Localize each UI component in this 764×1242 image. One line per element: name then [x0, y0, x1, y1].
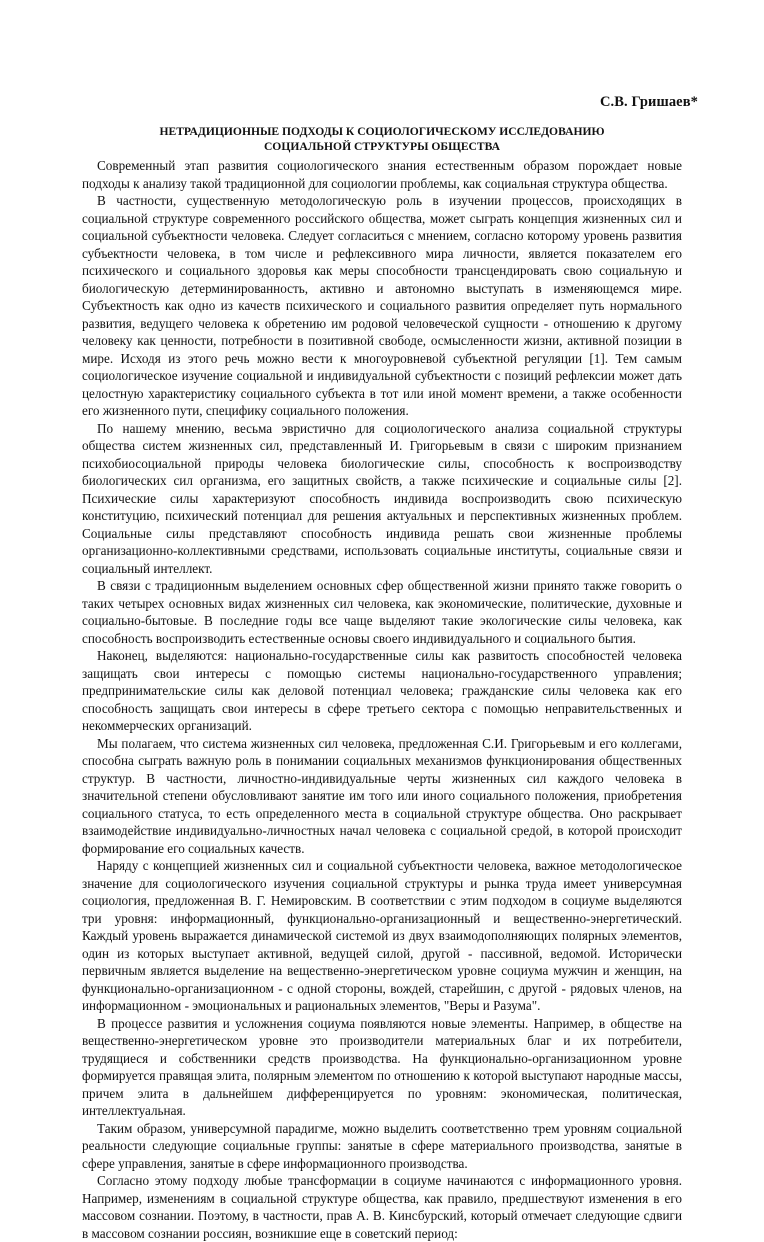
author-name: С.В. Гришаев* — [599, 94, 698, 110]
body-paragraph: Мы полагаем, что система жизненных сил человека, предложенная С.И. Григорьевым и его коллегами, способна сыграть важную роль в понимании социальных механизмов функционирования общественных структур. В частности, личностно-индивидуальные черты жизненных сил каждого человека в значительной степени обусловливают занятие им того или иного социального положения, приобретения социального статуса, то есть определенного места в социальной структуре общества. Оно раскрывает взаимодействие индивидуально-личностных начал человека с социальной средой, в которой происходит формирование его социальных качеств. — [82, 735, 682, 856]
article-title — [82, 124, 682, 154]
body-paragraph: Согласно этому подходу любые трансформации в социуме начинаются с информационного уровня. Например, изменениям в социальной структуре общества, как правило, предшествуют изменения в его массовом сознании. Поэтому, в частности, прав А. В. Кинсбурский, который отмечает следующие сдвиги в массовом сознании россиян, возникшие еще в советский период: — [82, 1173, 682, 1241]
body-paragraph: В частности, существенную методологическую роль в изучении процессов, происходящих в социальной структуре современного российского общества, может сыграть концепция жизненных сил и социальной субъектности человека. Следует согласиться с мнением, согласно которому уровень развития субъектности человека, в том числе и рефлексивного мира личности, является показателем его психического и социального здоровья как меры способности трансцендировать свою социальную и биологическую детерминированность, активно и автономно выступать в изменяющемся мире. Субъектность как одно из качеств психического и социального развития определяет путь нормального развития, ведущего человека к обретению им родовой человеческой сущности - отношению к другому человеку как ценности, потребности в позитивной свободе, осмысленности жизни, активной позиции в мире. Исходя из этого речь можно вести к многоуровневой субъектной регуляции [1]. Тем самым социологическое изучение социальной и индивидуальной субъектности с позиций рефлексии может дать целостную характеристику социального субъекта в тот или иной момент времени, а также особенности его жизненного пути, специфику социального положения. — [82, 193, 682, 418]
body-paragraph: В процессе развития и усложнения социума появляются новые элементы. Например, в обществе на вещественно-энергетическом уровне это производители материальных благ и их потребители, трудящиеся и собственники средств производства. На функционально-организационном уровне формируется правящая элита, полярным элементом по отношению к которой выступают народные массы, причем элита в дальнейшем дифференцируется по уровням: экономическая, политическая, интеллектуальная. — [82, 1015, 682, 1118]
article-body — [82, 157, 682, 1242]
body-paragraph: По нашему мнению, весьма эвристично для социологического анализа социальной структуры общества систем жизненных сил, представленный И. Григорьевым в связи с широким признанием психобиосоциальной природы человека биологические силы, способность к воспроизводству биологических сил организма, его защитных свойств, а также психические и социальные силы [2]. Психические силы характеризуют способность индивида воспроизводить свою психическую конституцию, психический потенциал для решения актуальных и перспективных жизненных проблем. Социальные силы представляют способность индивида решать свои жизненные проблемы организационно-коллективными средствами, использовать социальные институты, социальные связи и социальный интеллект. — [82, 420, 682, 576]
body-paragraph: Наряду с концепцией жизненных сил и социальной субъектности человека, важное методологическое значение для социологического изучения социальной структуры и рынка труда имеет универсумная социология, предложенная В. Г. Немировским. В соответствии с этим подходом в социуме выделяются три уровня: информационный, функционально-организационный и вещественно-энергетический. Каждый уровень выражается динамической системой из двух взаимодополняющих полярных элементов, один из которых выступает активной, ведущей силой, другой - пассивной, ведомой. Исторически первичным является выделение на вещественно-энергетическом уровне социума мужчин и женщин, на функционально-организационном - с одной стороны, вождей, старейшин, с другой - рядовых членов, на информационном - эмоциональных и рациональных элементов, "Веры и Разума". — [82, 858, 682, 1013]
body-paragraph: Наконец, выделяются: национально-государственные силы как развитость способностей человека защищать свои интересы с помощью системы национально-государственного управления; предпринимательские силы как деловой потенциал человека; гражданские силы человека как его способность защищать свои интересы в сфере третьего сектора с помощью неправительственных и некоммерческих организаций. — [82, 648, 682, 733]
body-paragraph: Современный этап развития социологического знания естественным образом порождает новые подходы к анализу такой традиционной для социологии проблемы, как социальная структура общества. — [82, 158, 682, 191]
article-title-line: СОЦИАЛЬНОЙ СТРУКТУРЫ ОБЩЕСТВА — [263, 140, 501, 153]
body-paragraph: В связи с традиционным выделением основных сфер общественной жизни принято также говорить о таких четырех основных видах жизненных сил человека, как экономические, политические, духовные и социально-бытовые. В последние годы все чаще выделяют такие экологические силы человека, как способность воспроизводить естественные основы своего индивидуального и социального бытия. — [82, 578, 682, 646]
article-title-line: НЕТРАДИЦИОННЫЕ ПОДХОДЫ К СОЦИОЛОГИЧЕСКОМУ ИССЛЕДОВАНИЮ — [159, 125, 605, 138]
body-paragraph: Таким образом, универсумной парадигме, можно выделить соответственно трем уровням социальной реальности следующие социальные группы: занятые в сфере материального производства, занятые в сфере управления, занятые в сфере информационного производства. — [82, 1120, 682, 1171]
